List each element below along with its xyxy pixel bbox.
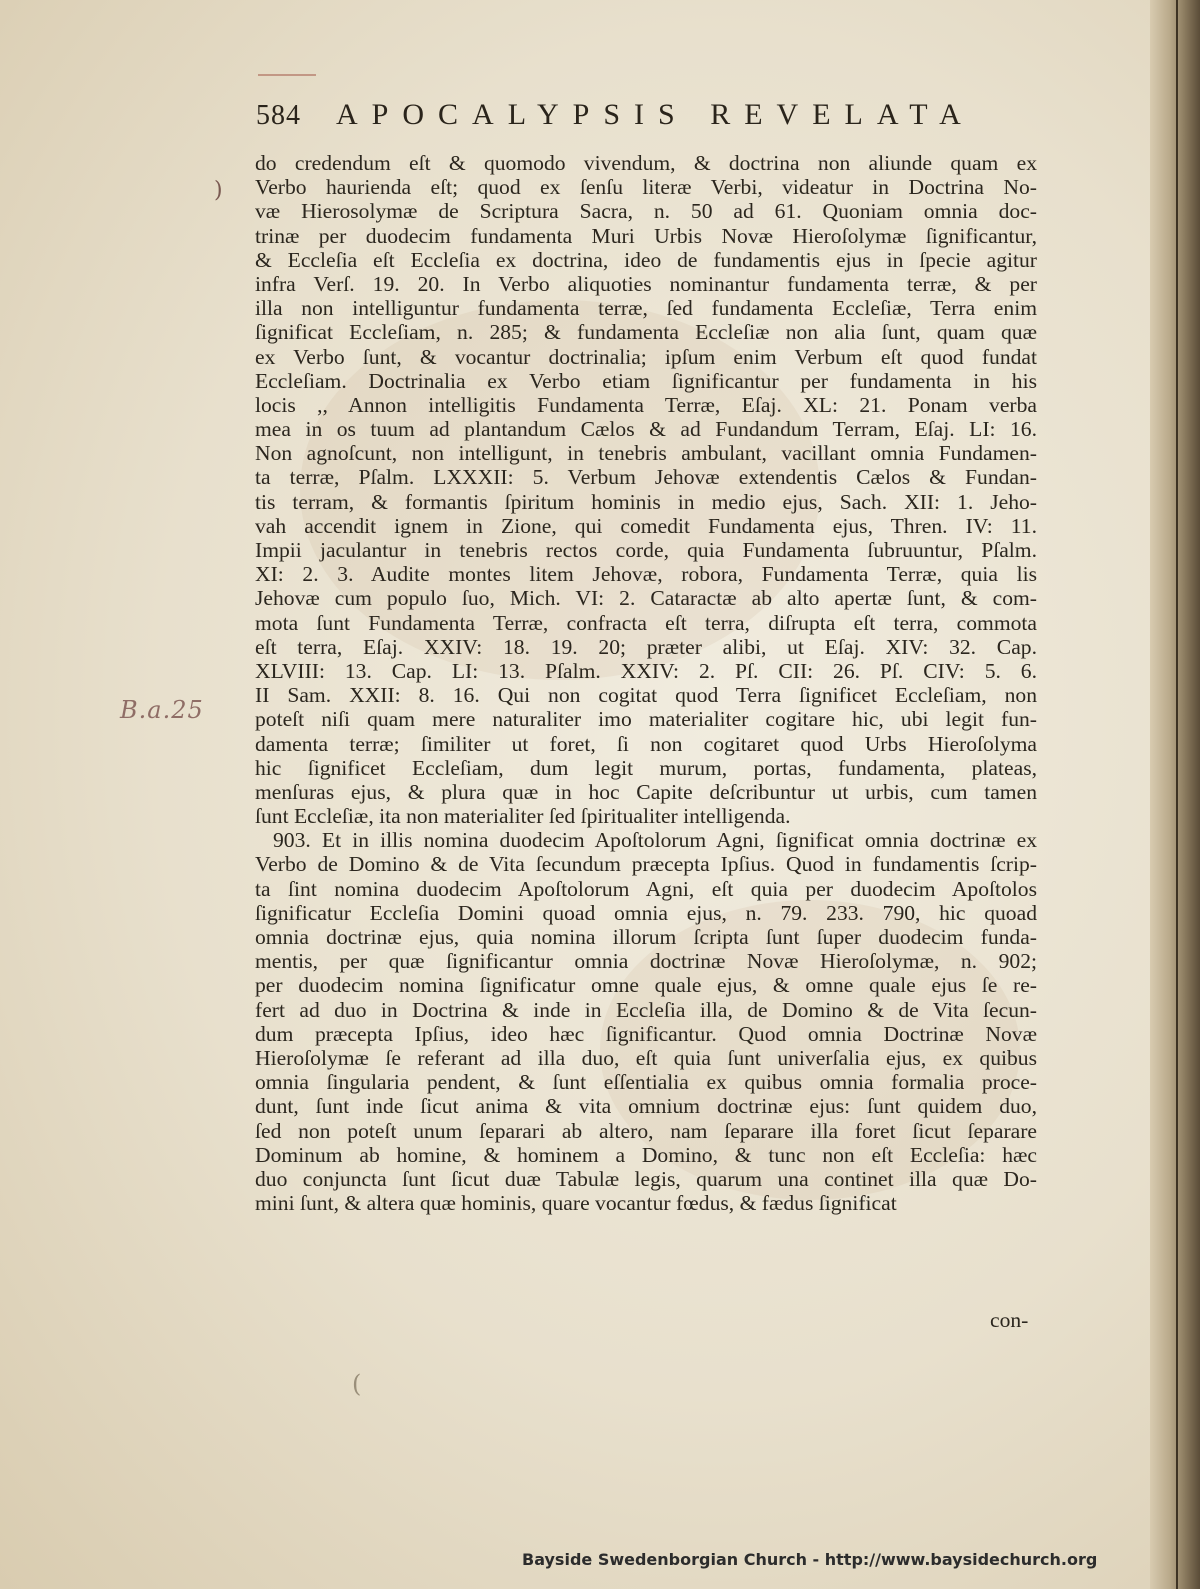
text-line: Eccleſiam. Doctrinalia ex Verbo etiam ſignificantur per fundamenta in his	[255, 368, 1037, 393]
text-line: Jehovæ cum populo ſuo, Mich. VI: 2. Cataractæ ab alto apertæ ſunt, & com-	[255, 586, 1037, 611]
text-line: ta terræ, Pſalm. LXXXII: 5. Verbum Jehovæ extendentis Cælos & Fundan-	[255, 465, 1037, 490]
text-line: vah accendit ignem in Zione, qui comedit Fundamenta ejus, Thren. IV: 11.	[255, 513, 1037, 538]
text-line: duo conjuncta ſunt ſicut duæ Tabulæ legis, quarum una continet illa quæ Do-	[255, 1166, 1037, 1191]
text-line: II Sam. XXII: 8. 16. Qui non cogitat quod Terra ſignificet Eccleſiam, non	[255, 683, 1037, 708]
text-line: Hieroſolymæ ſe referant ad illa duo, eſt quia ſunt univerſalia ejus, ex quibus	[255, 1045, 1037, 1070]
text-line: menſuras ejus, & plura quæ in hoc Capite deſcribuntur ut urbis, cum tamen	[255, 779, 1037, 804]
text-line: omnia ſingularia pendent, & ſunt eſſentialia ex quibus omnia formalia proce-	[255, 1070, 1037, 1095]
text-line: ta ſint nomina duodecim Apoſtolorum Agni, eſt quia per duodecim Apoſtolos	[255, 876, 1037, 901]
body-text	[255, 151, 1037, 1215]
text-line: ex Verbo ſunt, & vocantur doctrinalia; ipſum enim Verbum eſt quod fundat	[255, 344, 1037, 369]
stray-mark: (	[352, 1370, 362, 1398]
footer-credit: Bayside Swedenborgian Church - http://www.baysidechurch.org	[522, 1550, 1098, 1569]
book-spine	[1150, 0, 1200, 1589]
margin-paren-mark: )	[214, 178, 223, 203]
text-line: ſunt Eccleſiæ, ita non materialiter ſed ſpiritualiter intelligenda.	[255, 804, 791, 829]
page-header	[256, 96, 1036, 136]
text-line: XLVIII: 13. Cap. LI: 13. Pſalm. XXIV: 2. Pſ. CII: 26. Pſ. CIV: 5. 6.	[255, 658, 1037, 683]
text-line: & Eccleſia eſt Eccleſia ex doctrina, ideo de fundamentis ejus in ſpecie agitur	[255, 247, 1037, 272]
text-line: dum præcepta Ipſius, ideo hæc ſignificantur. Quod omnia Doctrinæ Novæ	[255, 1021, 1037, 1046]
text-line: væ Hierosolymæ de Scriptura Sacra, n. 50 ad 61. Quoniam omnia doc-	[255, 199, 1037, 224]
text-line: poteſt niſi quam mere naturaliter imo materialiter cogitare hic, ubi legit fun-	[255, 707, 1037, 732]
text-line: per duodecim nomina ſignificatur omne quale ejus, & omne quale ejus ſe re-	[255, 973, 1037, 998]
text-line: locis ,, Annon intelligitis Fundamenta Terræ, Eſaj. XL: 21. Ponam verba	[255, 392, 1037, 417]
spine-edge	[1176, 0, 1178, 1589]
text-line: mota ſunt Fundamenta Terræ, confracta eſt terra, diſrupta eſt terra, commota	[255, 610, 1037, 635]
text-line: omnia doctrinæ ejus, quia nomina illorum ſcripta ſunt ſuper duodecim funda-	[255, 925, 1037, 949]
pencil-mark	[258, 74, 316, 76]
text-line: ſignificat Eccleſiam, n. 285; & fundamenta Eccleſiæ non alia ſunt, quam quæ	[255, 320, 1037, 345]
text-line: Impii jaculantur in tenebris rectos corde, quia Fundamenta ſubruuntur, Pſalm.	[255, 538, 1037, 562]
catchword: con-	[990, 1308, 1029, 1332]
text-line: do credendum eſt & quomodo vivendum, & doctrina non aliunde quam ex	[255, 151, 1037, 175]
text-line: Dominum ab homine, & hominem a Domino, & tunc non eſt Eccleſia: hæc	[255, 1142, 1037, 1167]
text-line: XI: 2. 3. Audite montes litem Jehovæ, robora, Fundamenta Terræ, quia lis	[255, 562, 1037, 587]
text-line: mini ſunt, & altera quæ hominis, quare vocantur fœdus, & fædus ſignificat	[255, 1191, 897, 1216]
text-line: illa non intelliguntur fundamenta terræ, ſed fundamenta Eccleſiæ, Terra enim	[255, 296, 1037, 321]
text-line: trinæ per duodecim fundamenta Muri Urbis Novæ Hieroſolymæ ſignificantur,	[255, 223, 1037, 248]
text-line: dunt, ſunt inde ſicut anima & vita omnium doctrinæ ejus: ſunt quidem duo,	[255, 1094, 1037, 1119]
text-line: Verbo de Domino & de Vita ſecundum præcepta Ipſius. Quod in fundamentis ſcrip-	[255, 852, 1037, 877]
text-line: mea in os tuum ad plantandum Cælos & ad Fundandum Terram, Eſaj. LI: 16.	[255, 417, 1037, 442]
text-line: tis terram, & formantis ſpiritum hominis in medio ejus, Sach. XII: 1. Jeho-	[255, 489, 1037, 514]
text-line: ſed non poteſt unum ſeparari ab altero, nam ſeparare illa foret ſicut ſeparare	[255, 1118, 1037, 1143]
text-line: Verbo haurienda eſt; quod ex ſenſu literæ Verbi, videatur in Doctrina No-	[255, 175, 1037, 200]
margin-handwritten-note: B.a.25	[120, 696, 204, 724]
text-line: damenta terræ; ſimiliter ut foret, ſi non cogitaret quod Urbs Hieroſolyma	[255, 731, 1037, 756]
text-line: Non agnoſcunt, non intelligunt, in tenebris ambulant, vacillant omnia Fundamen-	[255, 441, 1037, 466]
text-line: ſignificatur Eccleſia Domini quoad omnia ejus, n. 79. 233. 790, hic quoad	[255, 900, 1037, 925]
text-line: hic ſignificet Eccleſiam, dum legit murum, portas, fundamenta, plateas,	[255, 755, 1037, 780]
text-line: mentis, per quæ ſignificantur omnia doctrinæ Novæ Hieroſolymæ, n. 902;	[255, 949, 1037, 974]
text-line: eſt terra, Eſaj. XXIV: 18. 19. 20; præter alibi, ut Eſaj. XIV: 32. Cap.	[255, 634, 1037, 659]
text-line: infra Verſ. 19. 20. In Verbo aliquoties nominantur fundamenta terræ, & per	[255, 271, 1037, 296]
text-line: 903. Et in illis nomina duodecim Apoſtolorum Agni, ſignificat omnia doctrinæ ex	[273, 828, 1037, 853]
page-number: 584	[256, 100, 301, 131]
text-line: fert ad duo in Doctrina & inde in Eccleſia illa, de Domino & de Vita ſecun-	[255, 997, 1037, 1022]
running-title: APOCALYPSIS REVELATA	[336, 98, 975, 131]
